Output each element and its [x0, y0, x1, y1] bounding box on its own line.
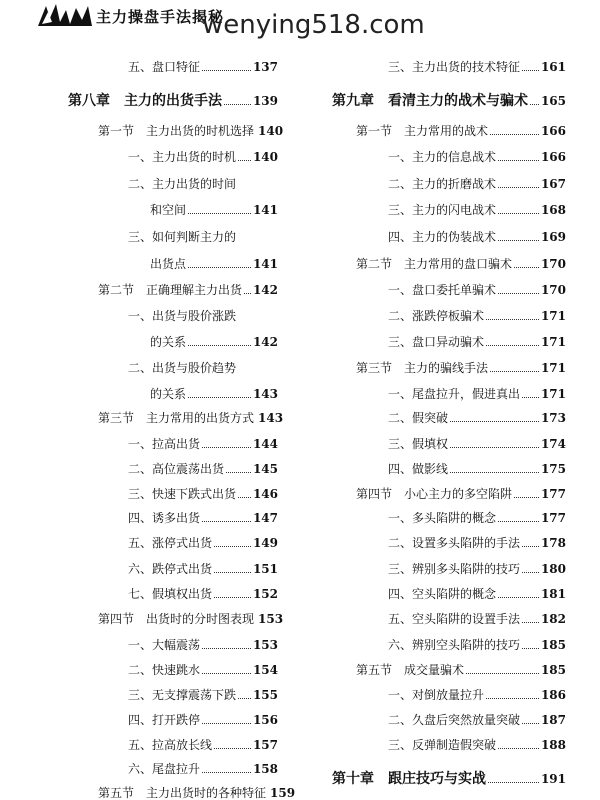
- toc-entry-title: 三、辨别多头陷阱的技巧: [388, 562, 521, 576]
- toc-page-number: 158: [252, 762, 278, 776]
- toc-item-entry: [150, 201, 278, 217]
- toc-item-entry: [128, 636, 278, 652]
- toc-page-number: 159: [270, 786, 296, 800]
- toc-page-number: 171: [540, 309, 566, 323]
- toc-page-number: 139: [252, 94, 278, 108]
- toc-entry-title: 出货点: [150, 257, 187, 271]
- toc-right-column: [300, 0, 600, 800]
- toc-page-number: 166: [540, 150, 566, 164]
- toc-page-number: 143: [258, 411, 284, 425]
- toc-page-number: 171: [540, 387, 566, 401]
- toc-item-entry: [128, 435, 278, 451]
- toc-section-entry: [356, 485, 566, 501]
- toc-item-entry: [388, 385, 566, 401]
- dot-leader: [202, 723, 251, 724]
- toc-item-entry: [128, 509, 278, 525]
- toc-section-entry: [356, 661, 566, 677]
- toc-section-entry: [98, 409, 284, 425]
- toc-section-entry: [356, 122, 566, 138]
- toc-entry-title: 一、出货与股价涨跌: [128, 309, 237, 323]
- toc-page-number: 147: [252, 511, 278, 525]
- toc-entry-title: 第十章 跟庄技巧与实战: [332, 771, 486, 787]
- toc-entry-title: 五、空头陷阱的设置手法: [388, 612, 521, 626]
- toc-entry-title: 四、打开跌停: [128, 713, 201, 727]
- dot-leader: [466, 673, 539, 674]
- toc-item-entry: [388, 711, 566, 727]
- toc-page-number: 155: [252, 688, 278, 702]
- dot-leader: [450, 421, 539, 422]
- toc-item-entry: [128, 460, 278, 476]
- toc-page-number: 177: [540, 487, 566, 501]
- toc-entry-title: 五、盘口特征: [128, 60, 201, 74]
- toc-section-entry: [98, 784, 296, 800]
- toc-entry-title: 第九章 看清主力的战术与骗术: [332, 93, 528, 109]
- toc-page-number: 156: [252, 713, 278, 727]
- toc-entry-title: 三、无支撑震荡下跌: [128, 688, 237, 702]
- toc-entry-title: 第二节 主力常用的盘口骗术: [356, 257, 513, 271]
- toc-page-number: 161: [540, 60, 566, 74]
- toc-page-number: 170: [540, 257, 566, 271]
- toc-entry-title: 第一节 主力常用的战术: [356, 124, 489, 138]
- toc-page-number: 140: [258, 124, 284, 138]
- toc-item-entry: [128, 175, 278, 191]
- toc-item-entry: [388, 610, 566, 626]
- toc-item-entry: [150, 385, 278, 401]
- toc-item-entry: [388, 636, 566, 652]
- toc-page-number: 153: [258, 612, 284, 626]
- toc-entry-title: 二、主力出货的时间: [128, 177, 237, 191]
- toc-item-entry: [128, 661, 278, 677]
- dot-leader: [188, 213, 251, 214]
- toc-page-number: 137: [252, 60, 278, 74]
- dot-leader: [488, 782, 539, 783]
- toc-entry-title: 二、高位震荡出货: [128, 462, 225, 476]
- toc-item-entry: [388, 58, 566, 74]
- dot-leader: [530, 104, 539, 105]
- dot-leader: [188, 345, 251, 346]
- toc-entry-title: 二、假突破: [388, 411, 449, 425]
- toc-entry-title: 七、假填权出货: [128, 587, 213, 601]
- toc-item-entry: [388, 228, 566, 244]
- dot-leader: [514, 497, 539, 498]
- toc-entry-title: 第四节 出货时的分时图表现: [98, 612, 255, 626]
- toc-item-entry: [128, 760, 278, 776]
- toc-entry-title: 的关系: [150, 335, 187, 349]
- toc-entry-title: 六、尾盘拉升: [128, 762, 201, 776]
- toc-page-number: 140: [252, 150, 278, 164]
- toc-page-number: 170: [540, 283, 566, 297]
- dot-leader: [498, 213, 539, 214]
- dot-leader: [202, 648, 251, 649]
- toc-page-number: 182: [540, 612, 566, 626]
- dot-leader: [522, 648, 539, 649]
- toc-page-number: 142: [252, 335, 278, 349]
- toc-page-number: 174: [540, 437, 566, 451]
- toc-page-number: 142: [252, 283, 278, 297]
- toc-item-entry: [388, 460, 566, 476]
- toc-entry-title: 三、如何判断主力的: [128, 230, 237, 244]
- toc-entry-title: 二、快速跳水: [128, 663, 201, 677]
- toc-item-entry: [388, 201, 566, 217]
- dot-leader: [188, 397, 251, 398]
- dot-leader: [238, 497, 251, 498]
- toc-page-number: 141: [252, 257, 278, 271]
- dot-leader: [486, 319, 539, 320]
- dot-leader: [450, 472, 539, 473]
- toc-page-number: 171: [540, 361, 566, 375]
- toc-entry-title: 一、主力出货的时机: [128, 150, 237, 164]
- toc-page-number: 188: [540, 738, 566, 752]
- toc-page-number: 166: [540, 124, 566, 138]
- toc-entry-title: 二、设置多头陷阱的手法: [388, 536, 521, 550]
- toc-page-number: 152: [252, 587, 278, 601]
- toc-entry-title: 一、拉高出货: [128, 437, 201, 451]
- toc-entry-title: 一、多头陷阱的概念: [388, 511, 497, 525]
- dot-leader: [498, 187, 539, 188]
- toc-page-number: 167: [540, 177, 566, 191]
- dot-leader: [202, 70, 251, 71]
- toc-entry-title: 六、辨别空头陷阱的技巧: [388, 638, 521, 652]
- toc-section-entry: [356, 359, 566, 375]
- toc-item-entry: [150, 333, 278, 349]
- dot-leader: [514, 267, 539, 268]
- toc-item-entry: [128, 148, 278, 164]
- toc-item-entry: [388, 175, 566, 191]
- toc-entry-title: 三、盘口异动骗术: [388, 335, 485, 349]
- toc-item-entry: [388, 435, 566, 451]
- dot-leader: [498, 240, 539, 241]
- toc-page-number: 185: [540, 638, 566, 652]
- toc-page-number: 186: [540, 688, 566, 702]
- toc-page-number: 144: [252, 437, 278, 451]
- toc-item-entry: [388, 560, 566, 576]
- toc-item-entry: [128, 58, 278, 74]
- toc-page-number: 171: [540, 335, 566, 349]
- toc-entry-title: 第四节 小心主力的多空陷阱: [356, 487, 513, 501]
- watermark-url: wenying518.com: [202, 10, 425, 40]
- toc-page-number: 168: [540, 203, 566, 217]
- toc-section-entry: [356, 255, 566, 271]
- toc-entry-title: 二、主力的折磨战术: [388, 177, 497, 191]
- dot-leader: [522, 546, 539, 547]
- dot-leader: [202, 772, 251, 773]
- dot-leader: [498, 597, 539, 598]
- toc-item-entry: [128, 485, 278, 501]
- dot-leader: [490, 134, 539, 135]
- toc-item-entry: [150, 255, 278, 271]
- dot-leader: [202, 673, 251, 674]
- toc-entry-title: 二、涨跌停板骗术: [388, 309, 485, 323]
- toc-section-entry: [98, 610, 284, 626]
- dot-leader: [188, 267, 251, 268]
- book-title: 主力操盘手法揭秘: [96, 8, 225, 26]
- toc-entry-title: 第五节 成交量骗术: [356, 663, 465, 677]
- toc-entry-title: 第八章 主力的出货手法: [68, 93, 222, 109]
- toc-entry-title: 第一节 主力出货的时机选择: [98, 124, 255, 138]
- toc-entry-title: 和空间: [150, 203, 187, 217]
- toc-entry-title: 一、大幅震荡: [128, 638, 201, 652]
- toc-entry-title: 一、盘口委托单骗术: [388, 283, 497, 297]
- toc-entry-title: 四、诱多出货: [128, 511, 201, 525]
- toc-page-number: 145: [252, 462, 278, 476]
- dot-leader: [498, 293, 539, 294]
- toc-entry-title: 四、空头陷阱的概念: [388, 587, 497, 601]
- toc-entry-title: 的关系: [150, 387, 187, 401]
- dot-leader: [522, 70, 539, 71]
- toc-item-entry: [388, 736, 566, 752]
- toc-item-entry: [128, 307, 278, 323]
- toc-page-number: 191: [540, 772, 566, 786]
- toc-entry-title: 第三节 主力常用的出货方式: [98, 411, 255, 425]
- toc-item-entry: [128, 560, 278, 576]
- toc-chapter-entry: [332, 90, 566, 108]
- toc-page-number: 157: [252, 738, 278, 752]
- toc-entry-title: 四、做影线: [388, 462, 449, 476]
- toc-entry-title: 第三节 主力的骗线手法: [356, 361, 489, 375]
- toc-item-entry: [388, 148, 566, 164]
- toc-item-entry: [128, 228, 278, 244]
- toc-page-number: 169: [540, 230, 566, 244]
- toc-item-entry: [388, 333, 566, 349]
- toc-entry-title: 二、出货与股价趋势: [128, 361, 237, 375]
- toc-entry-title: 五、拉高放长线: [128, 738, 213, 752]
- toc-item-entry: [128, 686, 278, 702]
- toc-page-number: 180: [540, 562, 566, 576]
- toc-page-number: 173: [540, 411, 566, 425]
- toc-item-entry: [128, 736, 278, 752]
- toc-item-entry: [388, 509, 566, 525]
- toc-item-entry: [388, 534, 566, 550]
- toc-page-number: 181: [540, 587, 566, 601]
- dot-leader: [202, 521, 251, 522]
- toc-item-entry: [388, 686, 566, 702]
- dot-leader: [490, 371, 539, 372]
- dot-leader: [214, 748, 251, 749]
- toc-entry-title: 第五节 主力出货时的各种特征: [98, 786, 267, 800]
- dot-leader: [450, 447, 539, 448]
- toc-entry-title: 二、久盘后突然放量突破: [388, 713, 521, 727]
- dot-leader: [522, 723, 539, 724]
- toc-page-number: 178: [540, 536, 566, 550]
- toc-page-number: 149: [252, 536, 278, 550]
- toc-entry-title: 三、主力的闪电战术: [388, 203, 497, 217]
- toc-page-number: 146: [252, 487, 278, 501]
- dot-leader: [244, 293, 251, 294]
- toc-page-number: 143: [252, 387, 278, 401]
- toc-entry-title: 三、主力出货的技术特征: [388, 60, 521, 74]
- toc-page-number: 187: [540, 713, 566, 727]
- dot-leader: [226, 472, 251, 473]
- dot-leader: [498, 748, 539, 749]
- dot-leader: [498, 160, 539, 161]
- dot-leader: [522, 622, 539, 623]
- toc-item-entry: [388, 307, 566, 323]
- toc-entry-title: 三、快速下跌式出货: [128, 487, 237, 501]
- toc-section-entry: [98, 122, 284, 138]
- toc-entry-title: 一、尾盘拉升，假进真出: [388, 387, 521, 401]
- toc-entry-title: 五、涨停式出货: [128, 536, 213, 550]
- dot-leader: [214, 572, 251, 573]
- dot-leader: [214, 546, 251, 547]
- toc-page-number: 141: [252, 203, 278, 217]
- dot-leader: [202, 447, 251, 448]
- dot-leader: [522, 572, 539, 573]
- toc-item-entry: [388, 409, 566, 425]
- toc-page-number: 165: [540, 94, 566, 108]
- dot-leader: [486, 345, 539, 346]
- toc-chapter-entry: [68, 90, 278, 108]
- dot-leader: [224, 104, 251, 105]
- toc-item-entry: [128, 711, 278, 727]
- toc-page-number: 154: [252, 663, 278, 677]
- toc-entry-title: 三、反弹制造假突破: [388, 738, 497, 752]
- toc-item-entry: [388, 585, 566, 601]
- dot-leader: [498, 521, 539, 522]
- dot-leader: [522, 397, 539, 398]
- toc-entry-title: 四、主力的伪装战术: [388, 230, 497, 244]
- toc-entry-title: 三、假填权: [388, 437, 449, 451]
- toc-item-entry: [128, 359, 278, 375]
- toc-page-number: 177: [540, 511, 566, 525]
- toc-entry-title: 一、主力的信息战术: [388, 150, 497, 164]
- dot-leader: [214, 597, 251, 598]
- toc-entry-title: 六、跌停式出货: [128, 562, 213, 576]
- toc-page-number: 175: [540, 462, 566, 476]
- toc-page-number: 151: [252, 562, 278, 576]
- dot-leader: [486, 698, 539, 699]
- toc-item-entry: [388, 281, 566, 297]
- toc-section-entry: [98, 281, 278, 297]
- toc-item-entry: [128, 585, 278, 601]
- toc-page-number: 185: [540, 663, 566, 677]
- toc-entry-title: 一、对倒放量拉升: [388, 688, 485, 702]
- dot-leader: [238, 698, 251, 699]
- toc-chapter-entry: [332, 768, 566, 786]
- dot-leader: [238, 160, 251, 161]
- toc-entry-title: 第二节 正确理解主力出货: [98, 283, 243, 297]
- toc-page-number: 153: [252, 638, 278, 652]
- toc-item-entry: [128, 534, 278, 550]
